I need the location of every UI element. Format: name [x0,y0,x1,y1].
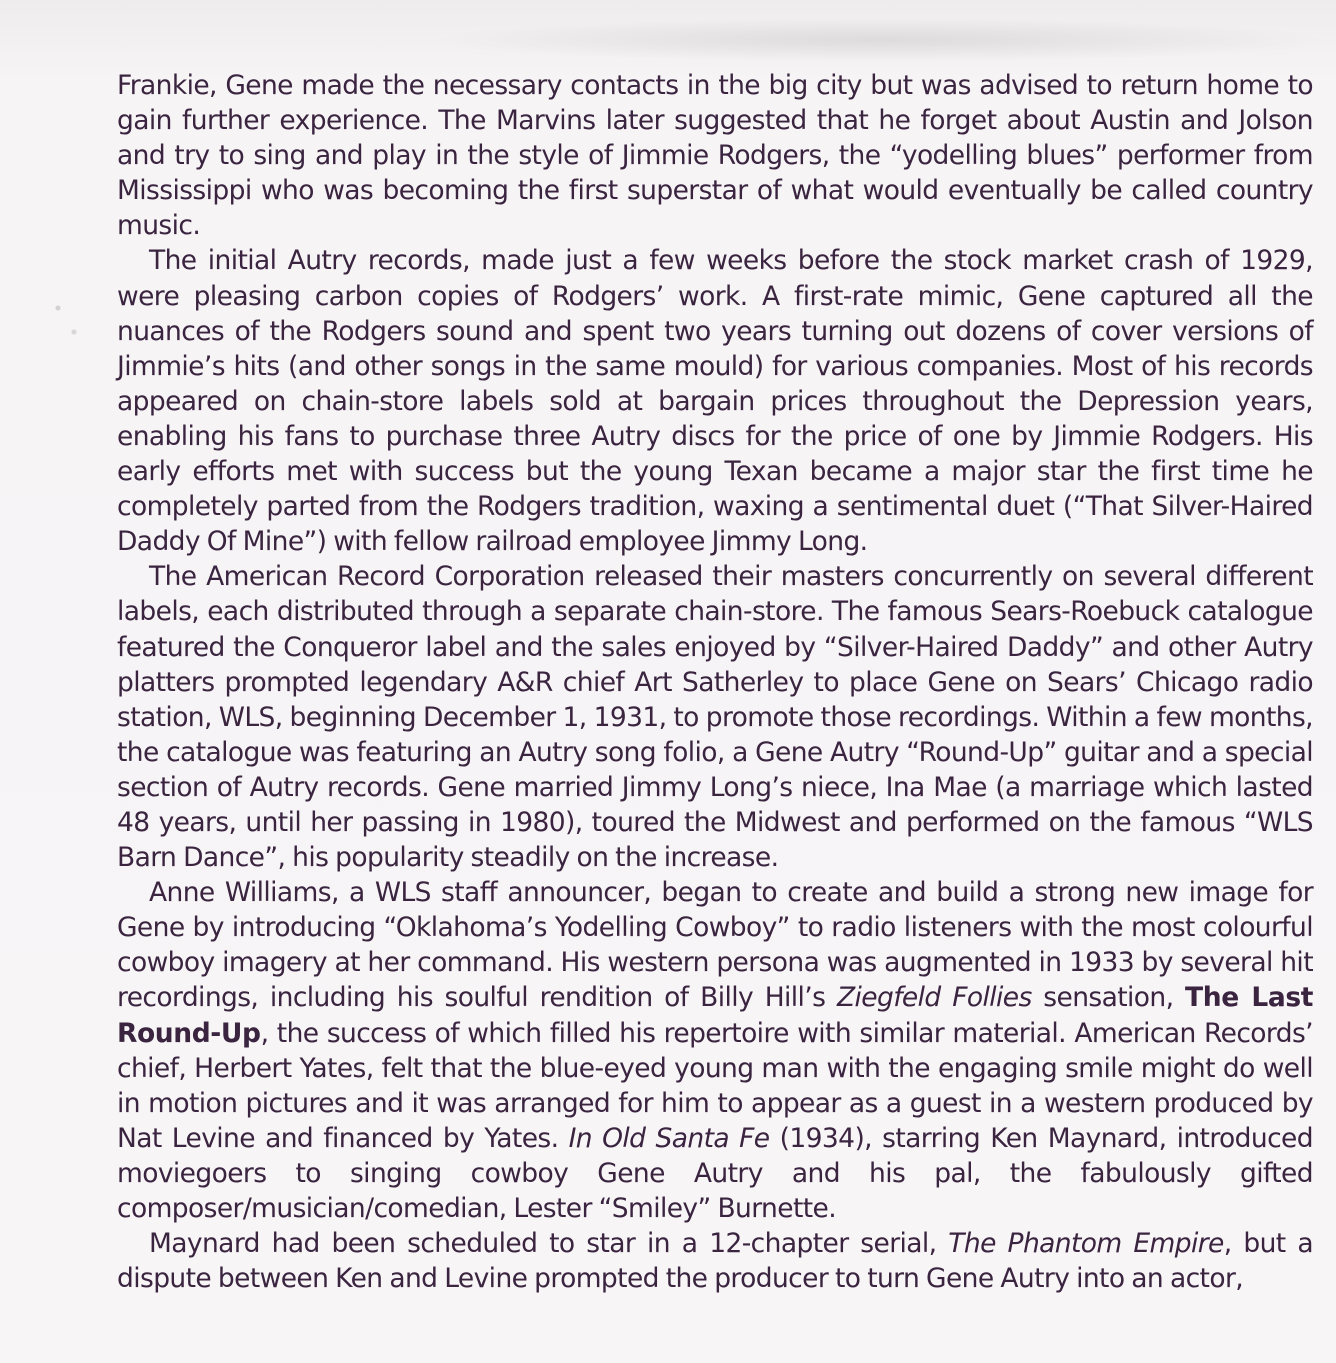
italic-film-title: In Old Santa Fe [568,1122,770,1154]
paper-specks [50,290,90,350]
paragraph-text: Anne Williams, a WLS staff announcer, began to create and build a strong new image for Gene by introducing “Oklahoma’s Yodelling Cowboy” to radio listeners with the most colourful cowboy imagery at her command. His western persona was augmented in 1933 by several hit recordings, including his soulful rendition of Billy Hill’s [117,877,1313,1014]
scan-shadow [430,18,1330,62]
paragraph-2 [117,243,1313,559]
paragraph-text: Frankie, Gene made the necessary contacts in the big city but was advised to return home to gain further experience. The Marvins later suggested that he forget about Austin and Jolson and try to sing and play in the style of Jimmie Rodgers, the “yodelling blues” performer from Mississippi who was becoming the first superstar of what would eventually be called country music. [117,70,1313,242]
paragraph-text: , the success of which filled his repertoire with similar material. American Records’ chief, Herbert Yates, felt that the blue-eyed young man with the engaging smile might do well in motion pictures and it was arranged for him to appear as a guest in a western produced by Nat Levine and financed by Yates. [117,1017,1313,1154]
italic-serial-title: The Phantom Empire [948,1228,1224,1260]
paragraph-text: sensation, [1031,982,1186,1014]
paragraph-text: The initial Autry records, made just a few weeks before the stock market crash of 1929, were pleasing carbon copies of Rodgers’ work. A first-rate mimic, Gene captured all the nuances of the Rodgers sound and spent two years turning out dozens of cover versions of Jimmie’s hits (and other songs in the same mould) for various companies. Most of his records appeared on chain-store labels sold at bargain prices throughout the Depression years, enabling his fans to purchase three Autry discs for the price of one by Jimmie Rodgers. His early efforts met with success but the young Texan became a major star the first time he completely parted from the Rodgers tradition, waxing a sentimental duet (“That Silver-Haired Daddy Of Mine”) with fellow railroad employee Jimmy Long. [117,245,1313,558]
paragraph-4 [117,875,1313,1226]
liner-notes-text [117,68,1313,1296]
paragraph-1 [117,68,1313,243]
paragraph-text: , but a dispute between Ken and Levine prompted the producer to turn Gene Autry into an actor, [117,1228,1313,1295]
paragraph-text: Maynard had been scheduled to star in a 12-chapter serial, [149,1228,949,1260]
paragraph-3 [117,559,1313,875]
paragraph-text: The American Record Corporation released their masters concurrently on several different labels, each distributed through a separate chain-store. The famous Sears-Roebuck catalogue featured the Conqueror label and the sales enjoyed by “Silver-Haired Daddy” and other Autry platters prompted legendary A&R chief Art Satherley to place Gene on Sears’ Chicago radio station, WLS, beginning December 1, 1931, to promote those recordings. Within a few months, the catalogue was featuring an Autry song folio, a Gene Autry “Round-Up” guitar and a special section of Autry records. Gene married Jimmy Long’s niece, Ina Mae (a marriage which lasted 48 years, until her passing in 1980), toured the Midwest and performed on the famous “WLS Barn Dance”, his popularity steadily on the increase. [117,561,1313,874]
bold-song-title: The Last Round-Up [117,982,1313,1049]
paragraph-5 [117,1226,1313,1296]
italic-title: Ziegfeld Follies [836,982,1032,1014]
paragraph-text: (1934), starring Ken Maynard, introduced moviegoers to singing cowboy Gene Autry and his pal, the fabulously gifted composer/musician/comedian, Lester “Smiley” Burnette. [117,1122,1313,1224]
